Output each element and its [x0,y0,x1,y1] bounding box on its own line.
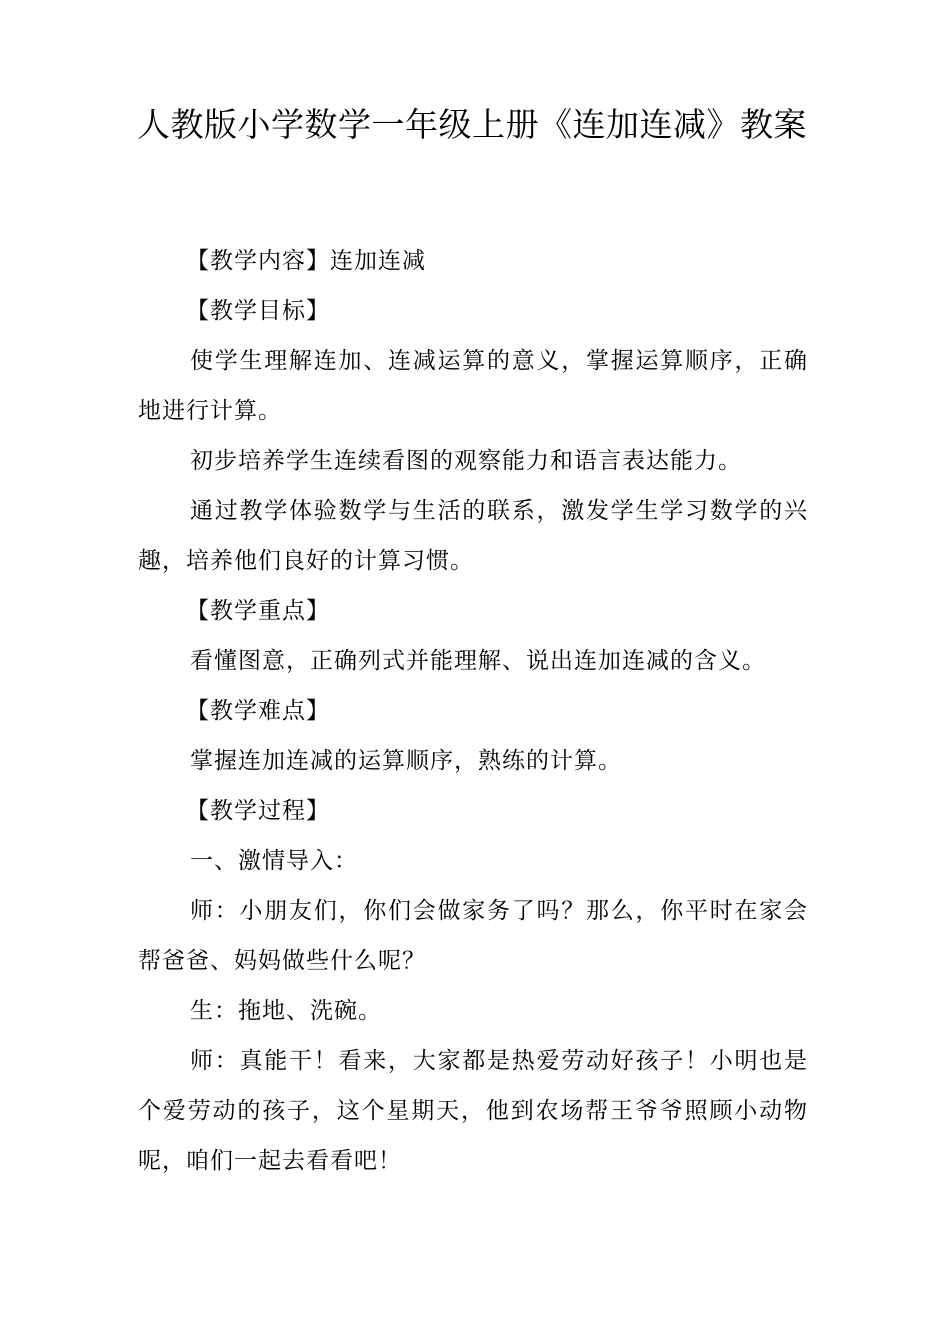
section-heading-difficulties: 【教学难点】 [186,698,330,724]
section-heading-key-points: 【教学重点】 [186,598,330,624]
section-heading-objectives: 【教学目标】 [186,298,330,324]
section-heading-content: 【教学内容】连加连减 [186,248,426,274]
paragraph-objective-1: 使学生理解连加、连减运算的意义，掌握运算顺序，正确地进行计算。 [138,348,808,424]
paragraph-teacher-question: 师：小朋友们，你们会做家务了吗？那么，你平时在家会帮爸爸、妈妈做些什么呢？ [138,898,808,974]
document-page [138,0,808,1186]
paragraph-objective-3: 通过教学体验数学与生活的联系，激发学生学习数学的兴趣，培养他们良好的计算习惯。 [138,498,808,574]
document-body [138,236,808,1186]
section-heading-process: 【教学过程】 [186,798,330,824]
paragraph-objective-2: 初步培养学生连续看图的观察能力和语言表达能力。 [190,448,742,474]
paragraph-teacher-response: 师：真能干！看来，大家都是热爱劳动好孩子！小明也是个爱劳动的孩子，这个星期天，他到农场帮王爷爷照顾小动物呢，咱们一起去看看吧！ [138,1048,808,1174]
paragraph-student-answer: 生：拖地、洗碗。 [190,998,382,1024]
paragraph-difficulties: 掌握连加连减的运算顺序，熟练的计算。 [190,748,622,774]
paragraph-key-points: 看懂图意，正确列式并能理解、说出连加连减的含义。 [190,648,766,674]
paragraph-step-intro: 一、激情导入： [190,848,358,874]
document-title: 人教版小学数学一年级上册《连加连减》教案 [137,105,807,144]
